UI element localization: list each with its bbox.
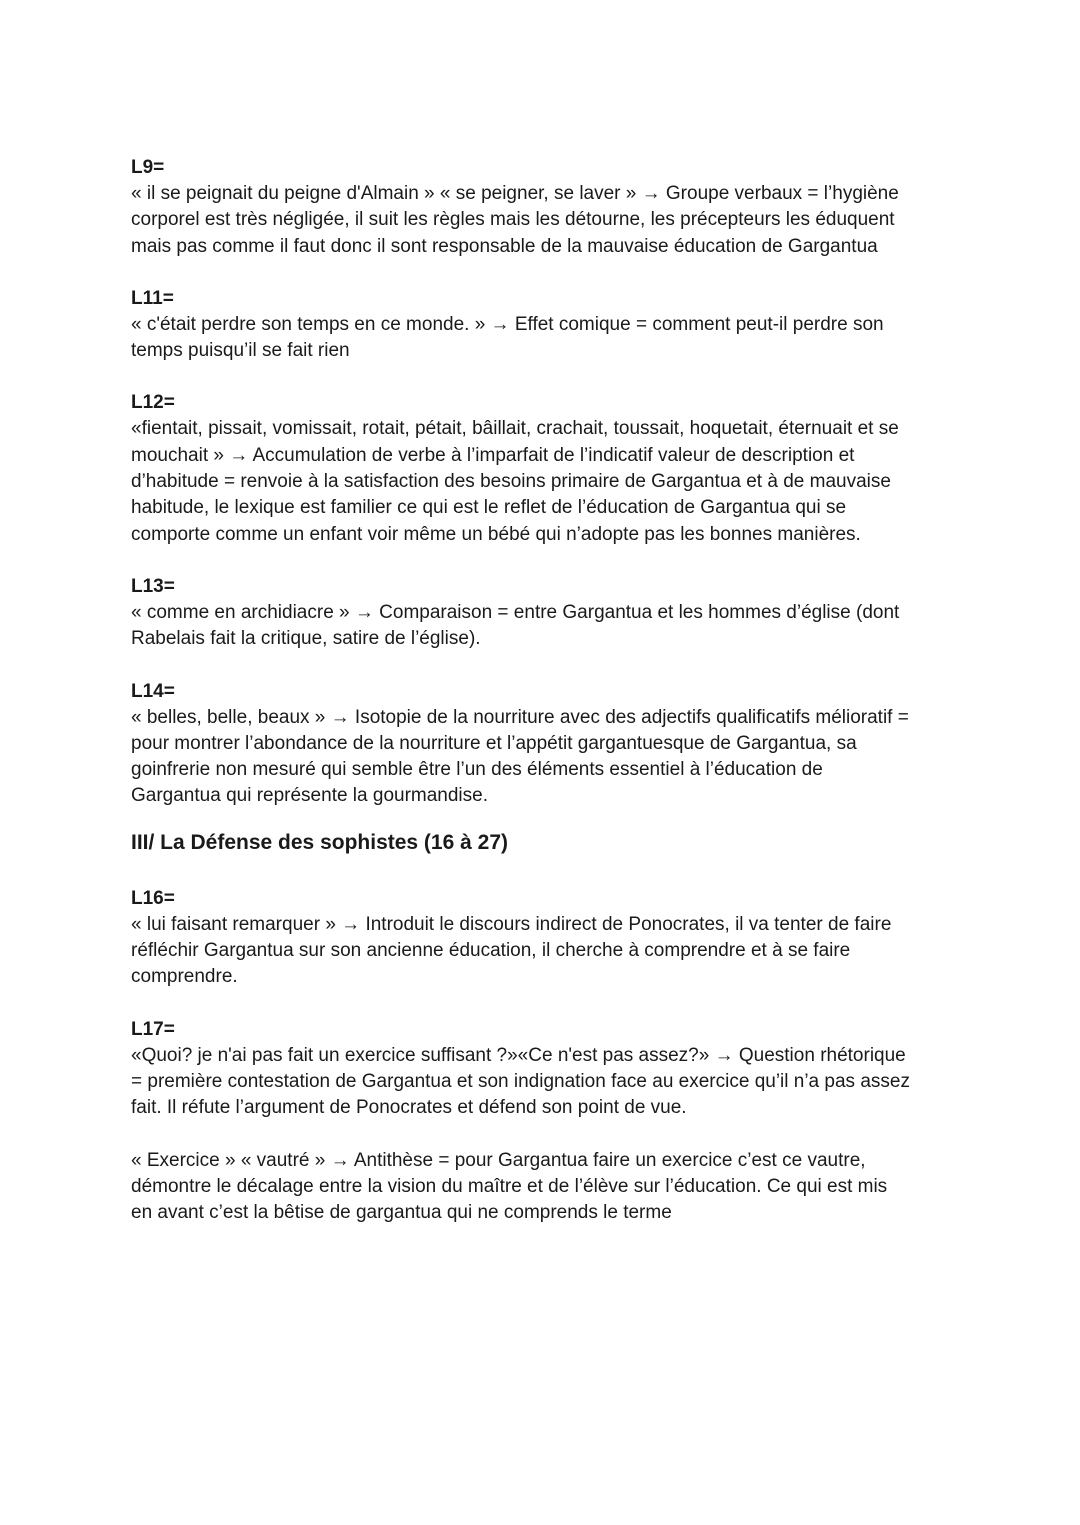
note-text: « lui faisant remarquer » → Introduit le discours indirect de Ponocrates, il va tenter de faire réfléchir Gargantua sur son ancienne éducation, il cherche à comprendre et à se faire comprendre.	[131, 913, 892, 988]
document-page	[131, 155, 956, 1226]
note-text: « c'était perdre son temps en ce monde. » → Effet comique = comment peut-il perdre son temps puisqu’il se fait rien	[131, 313, 884, 362]
line-label: L17=	[131, 1018, 175, 1040]
section-heading: III/ La Défense des sophistes (16 à 27)	[131, 830, 508, 854]
note-block-l12	[131, 390, 956, 547]
line-label: L11=	[131, 287, 174, 309]
note-block-l16	[131, 886, 956, 991]
note-text: «Quoi? je n'ai pas fait un exercice suffisant ?»«Ce n'est pas assez?» → Question rhétorique = première contestation de Gargantua et son indignation face au exercice qu’il n’a pas assez fait. Il réfute l’argument de Ponocrates et défend son point de vue.	[131, 1044, 910, 1119]
line-label: L16=	[131, 887, 175, 909]
note-block-l13	[131, 574, 956, 653]
line-label: L13=	[131, 575, 175, 597]
note-block-antithese	[131, 1148, 956, 1227]
note-text: « belles, belle, beaux » → Isotopie de la nourriture avec des adjectifs qualificatifs mélioratif = pour montrer l’abondance de la nourriture et l’appétit gargantuesque de Gargantua, sa goinfrerie non mesuré qui semble être l’un des éléments essentiel à l’éducation de Gargantua qui représente la gourmandise.	[131, 706, 909, 807]
note-text: «fientait, pissait, vomissait, rotait, pétait, bâillait, crachait, toussait, hoquetait, éternuait et se mouchait » → Accumulation de verbe à l’imparfait de l’indicatif valeur de description et d’habitude = renvoie à la satisfaction des besoins primaire de Gargantua et à de mauvaise habitude, le lexique est familier ce qui est le reflet de l’éducation de Gargantua qui se comporte comme un enfant voir même un bébé qui n’adopte pas les bonnes manières.	[131, 418, 899, 545]
note-block-l17	[131, 1017, 956, 1122]
note-block-l14	[131, 679, 956, 810]
line-label: L9=	[131, 157, 165, 178]
note-text: « il se peignait du peigne d'Almain » « se peigner, se laver » → Groupe verbaux = l’hygiène corporel est très négligée, il suit les règles mais les détourne, les précepteurs les éduquent mais pas comme il faut donc il sont responsable de la mauvaise éducation de Gargantua	[131, 183, 899, 257]
line-label: L14=	[131, 680, 175, 702]
note-text: « comme en archidiacre » → Comparaison = entre Gargantua et les hommes d’église (dont Rabelais fait la critique, satire de l’église).	[131, 601, 900, 650]
note-block-l9	[131, 155, 956, 260]
line-label: L12=	[131, 392, 175, 414]
note-block-l11	[131, 286, 956, 365]
note-text: « Exercice » « vautré » → Antithèse = pour Gargantua faire un exercice c’est ce vautre, démontre le décalage entre la vision du maître et de l’élève sur l’éducation. Ce qui est mis en avant c’est la bêtise de gargantua qui ne comprends le terme	[131, 1149, 888, 1224]
